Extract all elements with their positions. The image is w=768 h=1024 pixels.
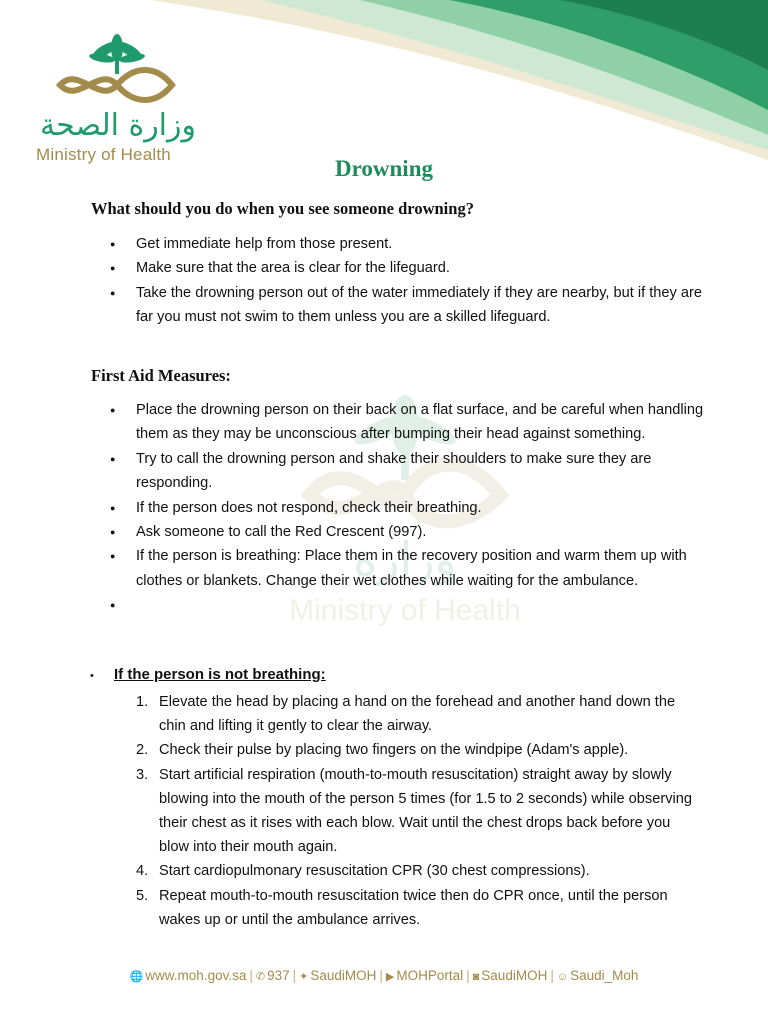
footer-snapchat-text: Saudi_Moh <box>570 968 639 983</box>
step-text: Check their pulse by placing two fingers on the windpipe (Adam's apple). <box>159 742 629 759</box>
step-number: 1. <box>136 694 149 710</box>
footer-separator: | <box>466 968 470 983</box>
step-item <box>136 884 696 932</box>
footer-twitter-text: SaudiMOH <box>310 968 377 983</box>
list-item: ● Ask someone to call the Red Crescent (997). <box>110 520 710 544</box>
ministry-name-arabic: وزارة الصحة <box>40 108 196 143</box>
not-breathing-steps <box>136 690 696 932</box>
footer-separator: | <box>550 968 554 983</box>
footer-separator: | <box>292 968 297 983</box>
section-heading-first-aid: First Aid Measures: <box>91 366 231 385</box>
globe-icon: 🌐 <box>129 971 144 983</box>
step-number: 4. <box>136 863 149 880</box>
phone-icon: ✆ <box>255 971 266 983</box>
section-heading-drowning-response: What should you do when you see someone drowning? <box>91 199 474 218</box>
footer-website-text: www.moh.gov.sa <box>145 968 247 983</box>
step-number: 2. <box>136 742 149 759</box>
ministry-name-english: Ministry of Health <box>36 145 171 164</box>
step-number: 5. <box>136 887 149 904</box>
footer-separator: | <box>249 968 253 983</box>
step-item <box>136 738 696 762</box>
footer-phone[interactable] <box>256 968 290 983</box>
page-title: Drowning <box>335 156 433 181</box>
footer-youtube-text: MOHPortal <box>396 968 464 983</box>
list-item: ● Get immediate help from those present. <box>110 232 710 256</box>
footer-separator: | <box>379 968 383 983</box>
list-item: ● Take the drowning person out of the water immediately if they are nearby, but if they are far you must not swim to them unless you are a skilled lifeguard. <box>110 281 710 330</box>
svg-text:Ministry of Health: Ministry of Health <box>289 594 521 627</box>
instagram-icon: ◙ <box>472 971 480 983</box>
step-text: Elevate the head by placing a hand on the forehead and another hand down the chin and lifting it gently to clear the airway. <box>159 694 676 735</box>
youtube-icon: ▶ <box>385 971 395 983</box>
footer-twitter[interactable] <box>299 968 376 983</box>
step-text: Start artificial respiration (mouth-to-mouth resuscitation) straight away by slowly blowing into the mouth of the person 5 times (for 1.5 to 2 seconds) while observing their chest as it rises with each blow. Wait until the chest drops back before you blow into their mouth again. <box>159 766 692 856</box>
footer-youtube[interactable] <box>386 968 463 983</box>
snapchat-icon: ☺ <box>556 971 569 983</box>
step-number: 3. <box>136 766 149 783</box>
footer-phone-text: 937 <box>267 968 290 983</box>
footer-snapchat[interactable] <box>557 968 639 983</box>
footer-instagram-text: SaudiMOH <box>481 968 548 983</box>
list-item: ● Make sure that the area is clear for the lifeguard. <box>110 256 710 280</box>
step-item <box>136 690 696 738</box>
not-breathing-heading <box>90 666 326 683</box>
step-item <box>136 859 696 883</box>
not-breathing-label: If the person is not breathing: <box>114 666 326 683</box>
step-text: Start cardiopulmonary resuscitation CPR (30 chest compressions). <box>159 863 590 880</box>
svg-text:وزارة: وزارة <box>353 532 457 586</box>
bullet-marker: • <box>90 670 94 682</box>
footer-contacts <box>0 968 768 983</box>
footer-website[interactable] <box>130 968 247 983</box>
list-item: ● Try to call the drowning person and shake their shoulders to make sure they are responding. <box>110 447 710 496</box>
list-item: ● If the person does not respond, check their breathing. <box>110 496 710 520</box>
first-aid-list <box>110 398 710 593</box>
list-item: ● If the person is breathing: Place them in the recovery position and warm them up with clothes or blankets. Change their wet clothes while waiting for the ambulance. <box>110 544 710 593</box>
twitter-icon: ✦ <box>299 971 309 983</box>
response-list <box>110 232 710 330</box>
step-item <box>136 763 696 860</box>
footer-instagram[interactable] <box>473 968 548 983</box>
list-item: ● Place the drowning person on their back on a flat surface, and be careful when handling them as they may be unconscious after bumping their head against something. <box>110 398 710 447</box>
step-text: Repeat mouth-to-mouth resuscitation twice then do CPR once, until the person wakes up or until the ambulance arrives. <box>159 887 668 928</box>
